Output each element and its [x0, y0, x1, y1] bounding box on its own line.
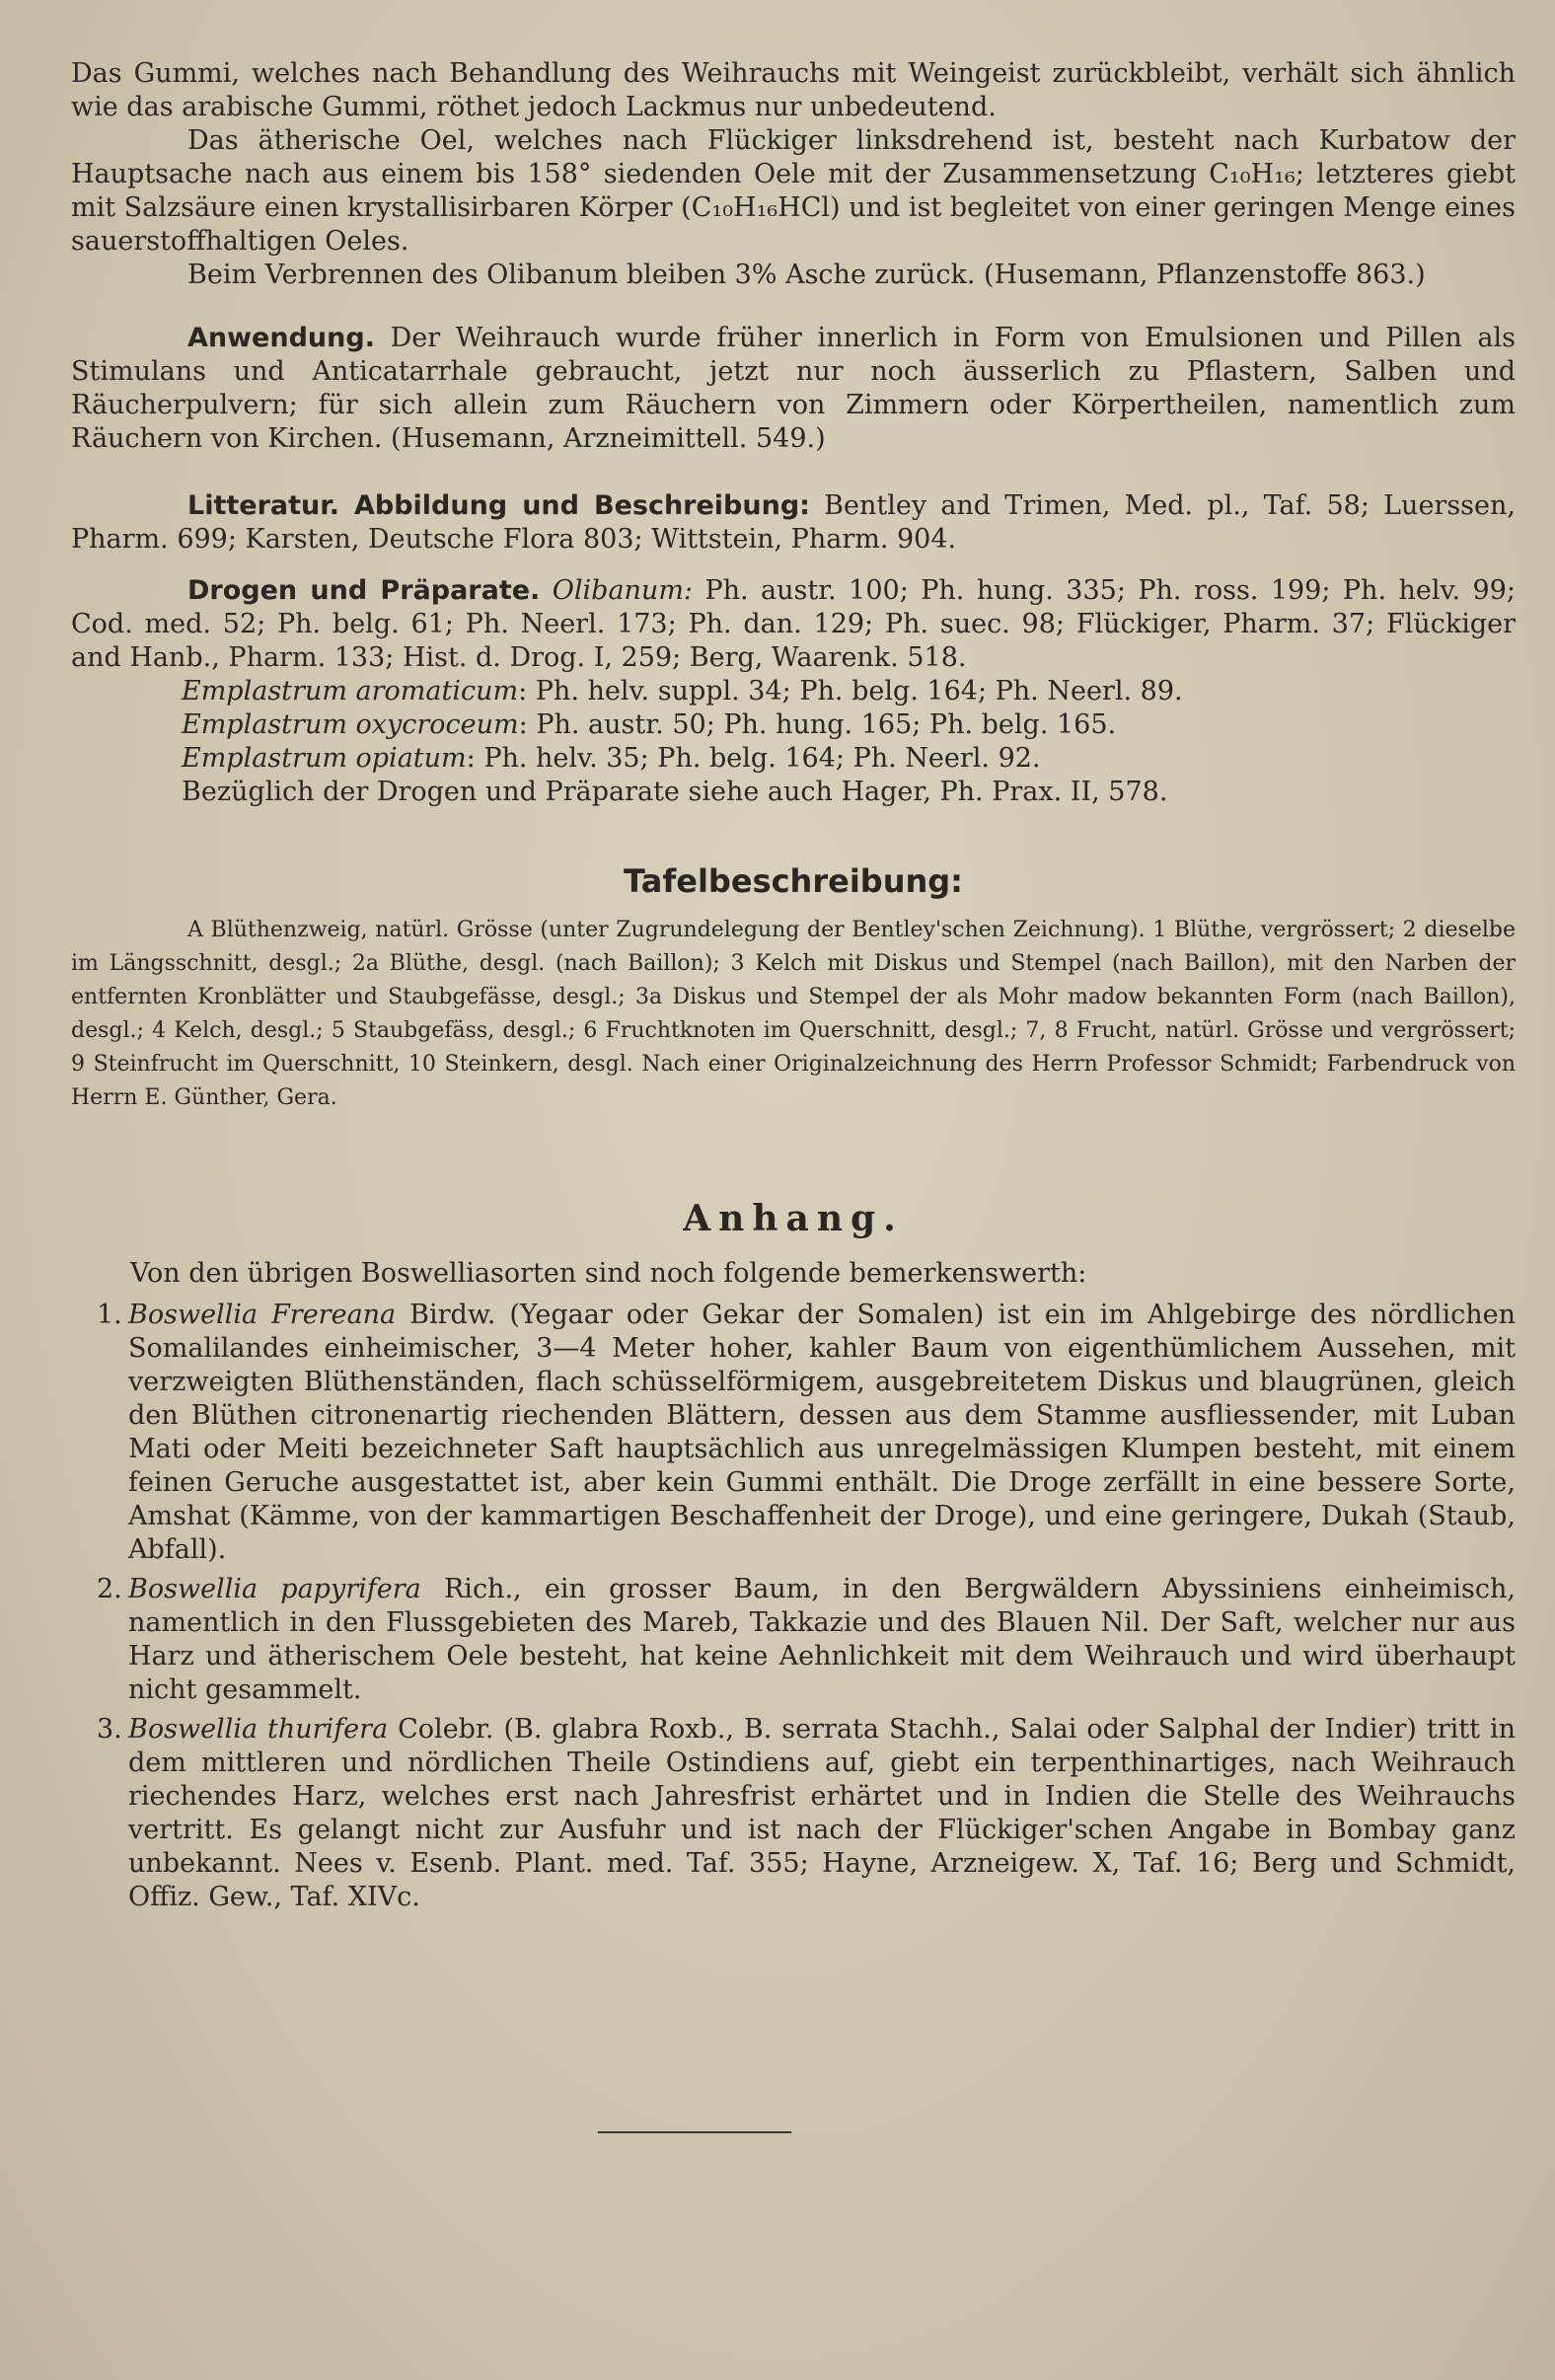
drogen-text: Ph. austr. 100; Ph. hung. 335; Ph. ross. 199; Ph. helv. 99; Cod. med. 52; Ph. belg. 61; Ph. Neerl. 173; Ph. dan. 129; Ph. suec. 98; Flückiger, Pharm. 37; Flückiger and Hanb., Pharm. 133; Hist. d. Drog. I, 259; Berg, Waarenk. 518.: [71, 575, 1516, 673]
main-text-block: [71, 57, 1516, 292]
anhang-intro: Von den übrigen Boswelliasorten sind noch folgende bemerkenswerth:: [130, 1258, 1087, 1289]
species-name: Boswellia papyrifera: [128, 1574, 421, 1604]
list-item: 1. Boswellia Frereana Birdw. (Yegaar oder Gekar der Somalen) ist ein im Ahlgebirge des nördlichen Somalilandes einheimischer, 3—4 Meter hoher, kahler Baum von eigenthümlichem Aussehen, mit verzweigten Blüthenständen, flach schüsselförmigem, ausgebreitetem Diskus und blaugrünen, gleich den Blüthen citronenartig riechenden Blättern, dessen aus dem Stamme ausfliessender, mit Luban Mati oder Meiti bezeichneter Saft hauptsächlich aus unregelmässigen Klumpen besteht, mit einem feinen Geruche ausgestattet ist, aber kein Gummi enthält. Die Droge zerfällt in eine bessere Sorte, Amshat (Kämme, von der kammartigen Beschaffenheit der Droge), und eine geringere, Dukah (Staub, Abfall).: [97, 1300, 1516, 1565]
list-item: 2. Boswellia papyrifera Rich., ein grosser Baum, in den Bergwäldern Abyssiniens einheimisch, namentlich in den Flussgebieten des Mareb, Takkazie und des Blauen Nil. Der Saft, welcher nur aus Harz und ätherischem Oele besteht, hat keine Aehnlichkeit mit dem Weihrauch und wird überhaupt nicht gesammelt.: [97, 1574, 1516, 1705]
section-litteratur: [71, 489, 1516, 557]
litteratur-text: Bentley and Trimen, Med. pl., Taf. 58; Luerssen, Pharm. 699; Karsten, Deutsche Flora 803; Wittstein, Pharm. 904.: [71, 490, 1516, 555]
litteratur-heading: Litteratur. Abbildung und Beschreibung:: [187, 490, 810, 521]
drogen-term: Olibanum:: [540, 575, 694, 606]
emplastrum-oxycroceum: Emplastrum oxycroceum: Ph. austr. 50; Ph. hung. 165; Ph. belg. 165.: [182, 709, 1117, 740]
tafel-text: A Blüthenzweig, natürl. Grösse (unter Zugrundelegung der Bentley'schen Zeichnung). 1 Blüthe, vergrössert; 2 dieselbe im Längsschnitt, desgl.; 2a Blüthe, desgl. (nach Baillon); 3 Kelch mit Diskus und Stempel (nach Baillon), mit den Narben der entfernten Kronblätter und Staubgefässe, desgl.; 3a Diskus und Stempel der als Mohr madow bekannten Form (nach Baillon), desgl.; 4 Kelch, desgl.; 5 Staubgefäss, desgl.; 6 Fruchtknoten im Querschnitt, desgl.; 7, 8 Frucht, natürl. Grösse und vergrössert; 9 Steinfrucht im Querschnitt, 10 Steinkern, desgl. Nach einer Originalzeichnung des Herrn Professor Schmidt; Farbendruck von Herrn E. Günther, Gera.: [71, 918, 1516, 1110]
tafel-heading: Tafelbeschreibung:: [624, 862, 963, 900]
section-anhang: [71, 1198, 1516, 1914]
anwendung-text: Der Weihrauch wurde früher innerlich in Form von Emulsionen und Pillen als Stimulans und Anticatarrhale gebraucht, jetzt nur noch äusserlich zu Pflastern, Salben und Räucherpulvern; für sich allein zum Räuchern von Zimmern oder Körpertheilen, namentlich zum Räuchern von Kirchen. (Husemann, Arzneimittell. 549.): [71, 323, 1516, 454]
paragraph-asche: Beim Verbrennen des Olibanum bleiben 3% Asche zurück. (Husemann, Pflanzenstoffe 863.): [187, 260, 1426, 290]
anhang-heading: Anhang.: [683, 1198, 904, 1239]
end-rule: [598, 2131, 791, 2133]
paragraph-gummi: Das Gummi, welches nach Behandlung des Weihrauchs mit Weingeist zurückbleibt, verhält sich ähnlich wie das arabische Gummi, röthet jedoch Lackmus nur unbedeutend.: [71, 58, 1516, 122]
section-anwendung: [71, 322, 1516, 456]
paragraph-oel: Das ätherische Oel, welches nach Flückiger linksdrehend ist, besteht nach Kurbatow der Hauptsache nach aus einem bis 158° siedenden Oele mit der Zusammensetzung C₁₀H₁₆; letzteres giebt mit Salzsäure einen krystallisirbaren Körper (C₁₀H₁₆HCl) und ist begleitet von einer geringen Menge eines sauerstoffhaltigen Oeles.: [71, 125, 1516, 257]
species-name: Boswellia thurifera: [128, 1714, 389, 1745]
section-tafel: [71, 862, 1516, 1115]
emplastrum-opiatum: Emplastrum opiatum: Ph. helv. 35; Ph. belg. 164; Ph. Neerl. 92.: [182, 743, 1041, 774]
section-drogen: [71, 574, 1516, 809]
list-item: 3. Boswellia thurifera Colebr. (B. glabra Roxb., B. serrata Stachh., Salai oder Salphal der Indier) tritt in dem mittleren und nördlichen Theile Ostindiens auf, giebt ein terpenthinartiges, nach Weihrauch riechendes Harz, welches erst nach Jahresfrist erhärtet und in Indien die Stelle des Weihrauchs vertritt. Es gelangt nicht zur Ausfuhr und ist nach der Flückiger'schen Angabe in Bombay ganz unbekannt. Nees v. Esenb. Plant. med. Taf. 355; Hayne, Arzneigew. X, Taf. 16; Berg und Schmidt, Offiz. Gew., Taf. XIVc.: [97, 1714, 1516, 1912]
bezueglich-note: Bezüglich der Drogen und Präparate siehe auch Hager, Ph. Prax. II, 578.: [182, 777, 1168, 807]
drogen-heading: Drogen und Präparate.: [187, 575, 541, 606]
anwendung-heading: Anwendung.: [187, 323, 375, 353]
species-name: Boswellia Frereana: [128, 1300, 397, 1330]
emplastrum-aromaticum: Emplastrum aromaticum: Ph. helv. suppl. 34; Ph. belg. 164; Ph. Neerl. 89.: [182, 676, 1183, 707]
